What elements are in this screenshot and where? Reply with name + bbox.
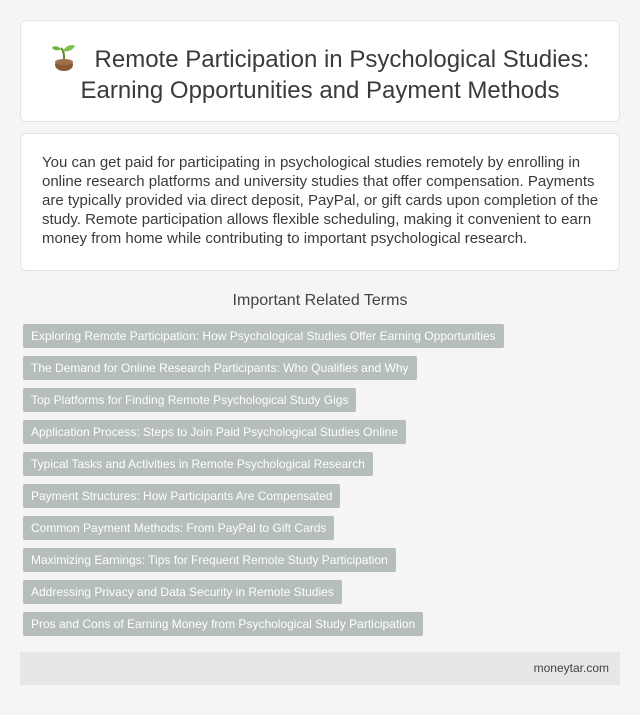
page-title	[21, 43, 619, 106]
related-term-link[interactable]: The Demand for Online Research Participants: Who Qualifies and Why	[23, 356, 417, 380]
footer	[20, 652, 620, 685]
intro-paragraph: You can get paid for participating in psychological studies remotely by enrolling in online research platforms and university studies that offer compensation. Payments are typically provided via direct deposit, PayPal, or gift cards upon completion of the study. Remote participation allows flexible scheduling, making it convenient to earn money from home while contributing to important psychological research.	[42, 154, 599, 247]
related-term-link[interactable]: Common Payment Methods: From PayPal to Gift Cards	[23, 516, 334, 540]
related-term-link[interactable]: Payment Structures: How Participants Are Compensated	[23, 484, 340, 508]
related-terms-list	[23, 324, 623, 644]
seedling-icon	[51, 43, 77, 71]
intro-card	[20, 133, 620, 271]
title-text-line-1: Remote Participation in Psychological Studies:	[94, 46, 590, 73]
related-term-link[interactable]: Maximizing Earnings: Tips for Frequent Remote Study Participation	[23, 548, 396, 572]
related-terms-heading: Important Related Terms	[232, 292, 408, 309]
title-line-1	[21, 43, 619, 75]
related-term-link[interactable]: Application Process: Steps to Join Paid Psychological Studies Online	[23, 420, 406, 444]
footer-site-name[interactable]: moneytar.com	[533, 661, 609, 675]
related-term-link[interactable]: Typical Tasks and Activities in Remote Psychological Research	[23, 452, 373, 476]
title-card	[20, 20, 620, 122]
related-term-link[interactable]: Pros and Cons of Earning Money from Psychological Study Participation	[23, 612, 423, 636]
related-term-link[interactable]: Exploring Remote Participation: How Psychological Studies Offer Earning Opportunities	[23, 324, 504, 348]
related-term-link[interactable]: Top Platforms for Finding Remote Psychological Study Gigs	[23, 388, 356, 412]
title-text-line-2: Earning Opportunities and Payment Methods	[80, 77, 560, 104]
related-term-link[interactable]: Addressing Privacy and Data Security in Remote Studies	[23, 580, 342, 604]
